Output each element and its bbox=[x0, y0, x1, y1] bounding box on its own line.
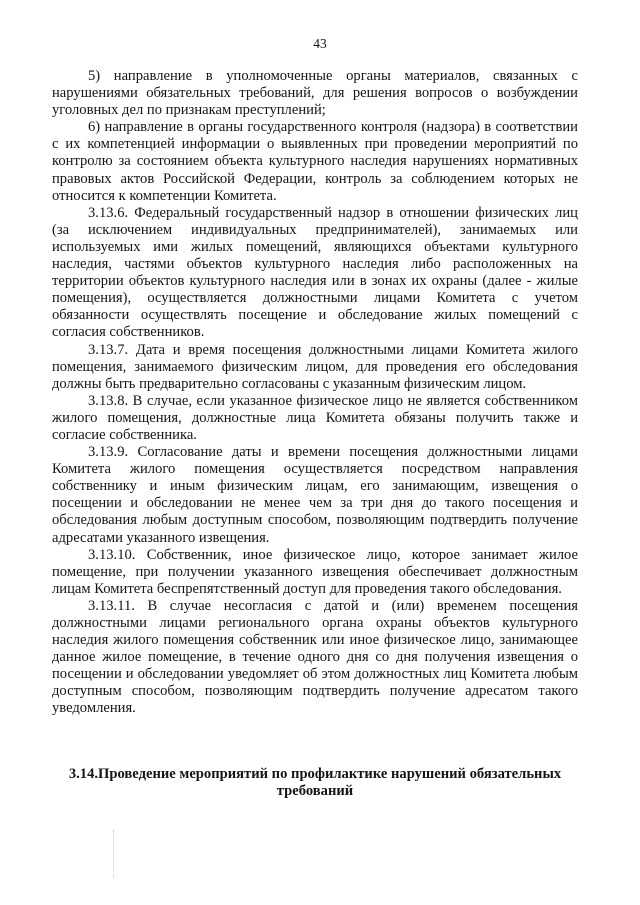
paragraph-3-13-8: 3.13.8. В случае, если указанное физическое лицо не является собственником жилого помещения, должностные лица Комитета обязаны получить также и согласие собственника. bbox=[52, 392, 578, 443]
document-body bbox=[52, 68, 578, 718]
page-number: 43 bbox=[313, 36, 327, 51]
paragraph-item-6: 6) направление в органы государственного контроля (надзора) в соответствии с их компетенцией информации о выявленных при проведении мероприятий по контролю за состоянием объекта культурного наследия нарушениях нормативных правовых актов Российской Федерации, контроль за соблюдением которых не относится к компетенции Комитета. bbox=[52, 119, 578, 204]
scan-artifact-line bbox=[113, 830, 115, 878]
section-heading-3-14: 3.14.Проведение мероприятий по профилактике нарушений обязательных требований bbox=[68, 766, 562, 800]
paragraph-3-13-6: 3.13.6. Федеральный государственный надзор в отношении физических лиц (за исключением индивидуальных предпринимателей), занимаемых или используемых ими жилых помещений, являющихся объектами культурного наследия, частями объектов культурного наследия либо расположенных на территории объектов культурного наследия или в зонах их охраны (далее - жилые помещения), осуществляется должностными лицами Комитета с учетом обязанности осуществлять посещение и обследование жилых помещений с согласия собственников. bbox=[52, 204, 578, 341]
paragraph-item-5: 5) направление в уполномоченные органы материалов, связанных с нарушениями обязательных требований, для решения вопросов о возбуждении уголовных дел по признакам преступлений; bbox=[52, 68, 578, 119]
paragraph-3-13-7: 3.13.7. Дата и время посещения должностными лицами Комитета жилого помещения, занимаемого физическим лицом, для проведения его обследования должны быть предварительно согласованы с указанным физическим лицом. bbox=[52, 341, 578, 392]
paragraph-3-13-9: 3.13.9. Согласование даты и времени посещения должностными лицами Комитета жилого помещения осуществляется посредством направления собственнику и иным физическим лицам, его занимающим, извещения о посещении и обследовании не менее чем за три дня до такого посещения и обследования любым доступным способом, позволяющим подтвердить получение адресатами указанного извещения. bbox=[52, 444, 578, 546]
paragraph-3-13-11: 3.13.11. В случае несогласия с датой и (или) временем посещения должностными лицами регионального органа охраны объектов культурного наследия жилого помещения собственник или иное физическое лицо, занимающее данное жилое помещение, в течение одного дня со дня получения извещения о посещении и обследовании уведомляет об этом должностных лиц Комитета любым доступным способом, позволяющим подтвердить получение адресатом такого уведомления. bbox=[52, 597, 578, 717]
paragraph-3-13-10: 3.13.10. Собственник, иное физическое лицо, которое занимает жилое помещение, при получении указанного извещения обеспечивает должностным лицам Комитета беспрепятственный доступ для проведения такого обследования. bbox=[52, 546, 578, 597]
